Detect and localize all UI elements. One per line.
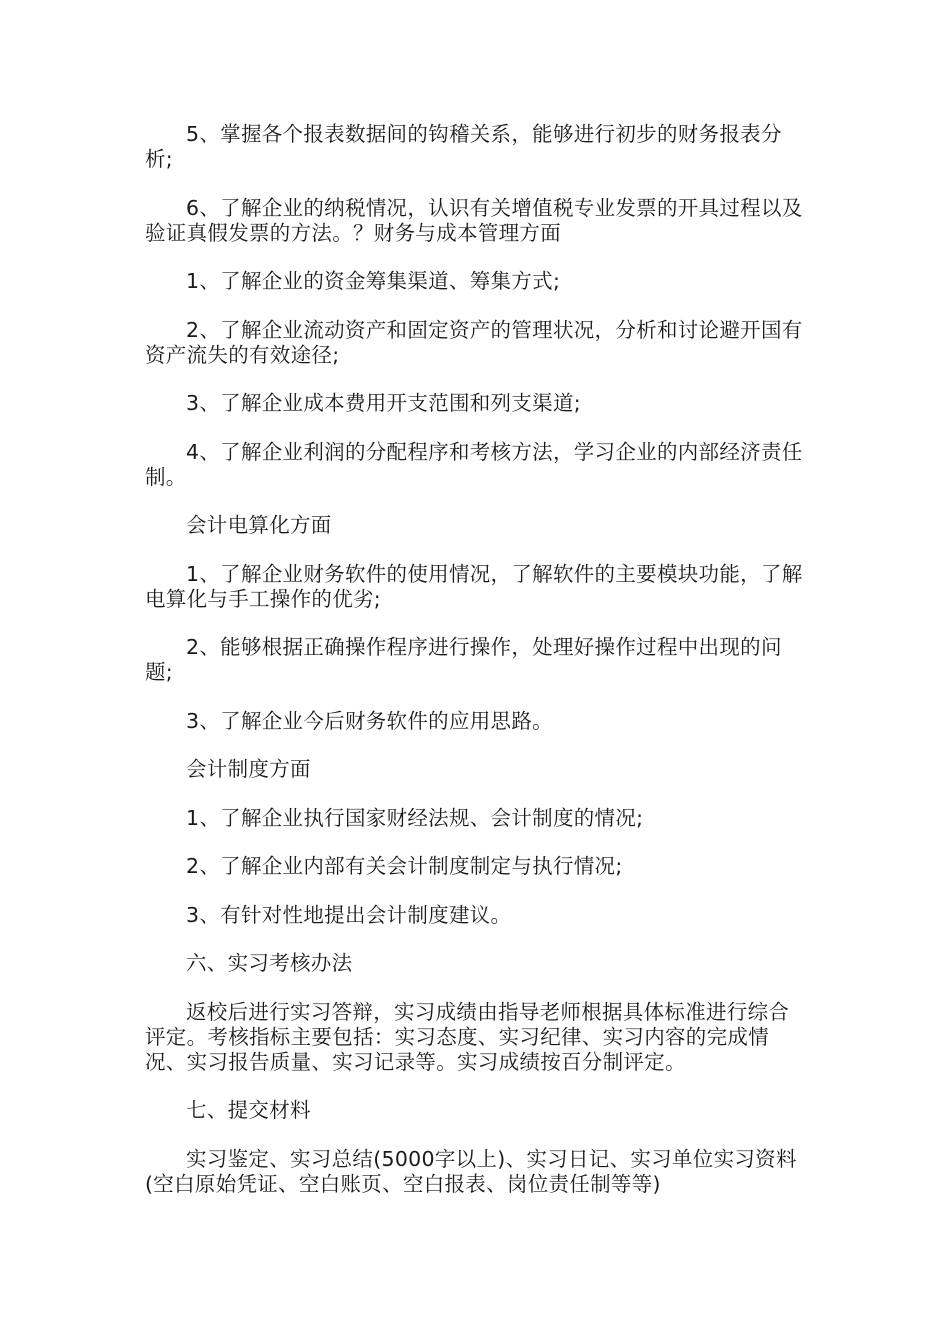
paragraph-assessment-details: 返校后进行实习答辩，实习成绩由指导老师根据具体标准进行综合评定。考核指标主要包括：实习态度、实习纪律、实习内容的完成情况、实习报告质量、实习记录等。实习成绩按百分制评定。 bbox=[145, 999, 790, 1074]
paragraph-item-5-report-analysis: 5、掌握各个报表数据间的钩稽关系，能够进行初步的财务报表分析; bbox=[145, 122, 782, 171]
document-body bbox=[145, 122, 809, 1220]
paragraph-item-4-profit: 4、了解企业利润的分配程序和考核方法，学习企业的内部经济责任制。 bbox=[145, 439, 803, 489]
paragraph-item-2-internal-system: 2、了解企业内部有关会计制度制定与执行情况; bbox=[186, 854, 623, 878]
paragraph-item-6-tax: 6、了解企业的纳税情况，认识有关增值税专业发票的开具过程以及验证真假发票的方法。？财务与成本管理方面 bbox=[145, 195, 803, 245]
paragraph-item-2-operation: 2、能够根据正确操作程序进行操作，处理好操作过程中出现的问题; bbox=[145, 635, 782, 684]
paragraph-submission-details: 实习鉴定、实习总结(5000字以上)、实习日记、实习单位实习资料(空白原始凭证、空白账页、空白报表、岗位责任制等等) bbox=[145, 1146, 797, 1196]
paragraph-item-2-assets: 2、了解企业流动资产和固定资产的管理状况，分析和讨论避开国有资产流失的有效途径; bbox=[145, 317, 803, 367]
section-heading-assessment: 六、实习考核办法 bbox=[186, 951, 353, 975]
paragraph-item-3-software-outlook: 3、了解企业今后财务软件的应用思路。 bbox=[186, 708, 553, 733]
section-heading-accounting-system: 会计制度方面 bbox=[186, 757, 311, 781]
section-heading-computerized-accounting: 会计电算化方面 bbox=[186, 513, 332, 537]
paragraph-item-1-software-usage: 1、了解企业财务软件的使用情况，了解软件的主要模块功能，了解电算化与手工操作的优劣; bbox=[145, 561, 803, 611]
paragraph-item-3-suggestions: 3、有针对性地提出会计制度建议。 bbox=[186, 902, 512, 927]
paragraph-item-1-regulations: 1、了解企业执行国家财经法规、会计制度的情况; bbox=[186, 805, 644, 830]
section-heading-submission: 七、提交材料 bbox=[186, 1098, 311, 1122]
paragraph-item-3-costs: 3、了解企业成本费用开支范围和列支渠道; bbox=[186, 391, 581, 415]
paragraph-item-1-funding: 1、了解企业的资金筹集渠道、筹集方式; bbox=[186, 269, 561, 293]
